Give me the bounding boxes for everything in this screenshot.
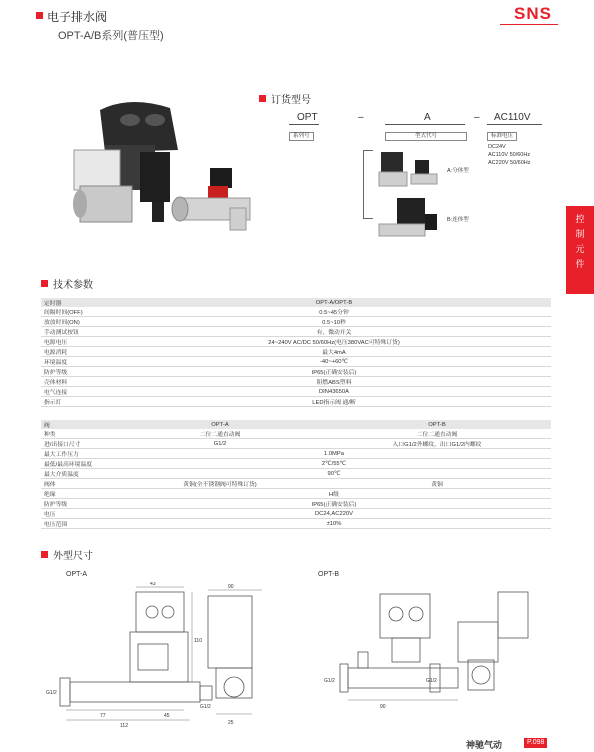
valve-spec-table <box>41 420 551 529</box>
table-cell: 阻燃ABS塑料 <box>117 377 551 387</box>
dim-label: 112 <box>120 723 128 729</box>
footer-brand: 神驰气动 <box>466 740 503 750</box>
table-row <box>41 397 551 407</box>
tech-title: 技术参数 <box>53 280 93 291</box>
table-cell: 种类 <box>41 429 117 439</box>
table-cell: 0.5~45分钟 <box>117 307 551 317</box>
section-marker <box>259 95 266 102</box>
table-cell: 24~240V AC/DC 50/60Hz(电压380VAC可特殊订货) <box>117 337 551 347</box>
series-title: OPT-A/B系列(普压型) <box>58 30 164 42</box>
label-voltage: 标准电压 <box>487 132 517 141</box>
table-row <box>41 377 551 387</box>
table-row <box>41 307 551 317</box>
table-cell: 二位二通直动阀 <box>117 429 323 439</box>
table-cell: 电压范围 <box>41 519 117 529</box>
table-row <box>41 459 551 469</box>
category-title: 电子排水阀 <box>47 10 108 24</box>
bracket-line <box>363 150 373 151</box>
table-cell: IP65(正确安装后) <box>117 367 551 377</box>
section-marker <box>36 12 43 19</box>
dim-label: 90 <box>380 704 386 710</box>
table-cell: -40~+60℃ <box>117 357 551 367</box>
table-cell: 放放时间(ON) <box>41 317 117 327</box>
table-row <box>41 429 551 439</box>
dim-label: G1/2 <box>426 678 437 684</box>
table-header-cell: 阀 <box>41 420 117 429</box>
table-cell: 电气连接 <box>41 387 117 397</box>
dim-label: 77 <box>100 713 106 719</box>
table-row <box>41 499 551 509</box>
table-cell: 电压 <box>41 509 117 519</box>
table-header-cell: OPT-A <box>117 420 323 429</box>
table-cell: 黄铜 <box>323 479 551 489</box>
table-cell: 最大工作压力 <box>41 449 117 459</box>
type-b-label: B:连体型 <box>447 217 469 223</box>
order-line <box>385 124 465 125</box>
page-number: P.098 <box>524 738 547 748</box>
type-a-photo <box>375 146 445 190</box>
table-cell: 防护等级 <box>41 499 117 509</box>
table-row <box>41 469 551 479</box>
table-cell: 入口G1/2外螺纹，出口G1/2内螺纹 <box>323 439 551 449</box>
table-cell: 环境温度 <box>41 357 117 367</box>
side-tab <box>566 206 594 294</box>
order-code-voltage: AC110V <box>494 112 531 123</box>
table-row <box>41 337 551 347</box>
order-dash-2: – <box>474 112 480 123</box>
logo-underline <box>500 24 558 25</box>
table-row <box>41 449 551 459</box>
table-row <box>41 479 551 489</box>
table-cell: 2℃/55℃ <box>117 459 551 469</box>
table-cell: LED指示阀 通/断 <box>117 397 551 407</box>
voltage-option: DC24V <box>488 144 506 150</box>
type-b-photo <box>375 196 445 244</box>
order-line <box>487 124 542 125</box>
product-photo <box>60 90 275 240</box>
dims-title: 外型尺寸 <box>53 551 93 562</box>
table-cell: 间隔时间(OFF) <box>41 307 117 317</box>
table-row <box>41 519 551 529</box>
table-cell: 阀体 <box>41 479 117 489</box>
table-header-cell: OPT-A/OPT-B <box>117 298 551 307</box>
table-row <box>41 489 551 499</box>
table-row <box>41 357 551 367</box>
table-cell: DC24,AC220V <box>117 509 551 519</box>
table-row <box>41 317 551 327</box>
table-cell: 电源电压 <box>41 337 117 347</box>
opt-b-label: OPT-B <box>318 571 340 578</box>
table-cell: 最大4mA <box>117 347 551 357</box>
voltage-option: AC220V 50/60Hz <box>488 160 531 166</box>
table-cell: 黄铜(全不锈钢阀可特殊订货) <box>117 479 323 489</box>
table-cell: 壳体材料 <box>41 377 117 387</box>
dim-label: G1/2 <box>324 678 335 684</box>
table-cell: DIN43650A <box>117 387 551 397</box>
dim-label: G1/2 <box>46 690 57 696</box>
dim-label: 25 <box>228 720 234 726</box>
type-a-label: A:分体型 <box>447 168 469 174</box>
order-code-series: OPT <box>297 112 318 123</box>
table-cell: 二位二通直动阀 <box>323 429 551 439</box>
table-cell: 手动测试按钮 <box>41 327 117 337</box>
order-code-form: A <box>424 112 431 123</box>
dim-label: 110 <box>194 638 202 644</box>
section-marker <box>41 280 48 287</box>
label-form: 型式代号 <box>385 132 467 141</box>
bracket-line <box>363 150 364 218</box>
brand-logo: SNS <box>514 4 552 23</box>
table-cell: H级 <box>117 489 551 499</box>
table-cell: 防护等级 <box>41 367 117 377</box>
table-cell: 0.5~10秒 <box>117 317 551 327</box>
table-cell: 电源消耗 <box>41 347 117 357</box>
opt-b-drawing <box>318 582 558 722</box>
table-cell: 有，微动开关 <box>117 327 551 337</box>
table-header-row <box>41 298 551 307</box>
table-row <box>41 387 551 397</box>
table-cell: 进/出接口尺寸 <box>41 439 117 449</box>
table-cell: 绝缘 <box>41 489 117 499</box>
dim-label: 43 <box>150 582 156 587</box>
order-dash-1: – <box>358 112 364 123</box>
table-row <box>41 327 551 337</box>
table-cell: G1/2 <box>117 439 323 449</box>
timer-spec-table <box>41 298 551 407</box>
opt-a-drawing <box>40 582 315 732</box>
order-line <box>289 124 319 125</box>
table-cell: 最大介质温度 <box>41 469 117 479</box>
table-cell: IP65(正确安装后) <box>117 499 551 509</box>
side-tab-text: 控制元件 <box>575 214 585 269</box>
order-title: 订货型号 <box>271 95 311 106</box>
table-cell: 指示灯 <box>41 397 117 407</box>
dim-label: G1/2 <box>200 704 211 710</box>
table-header-cell: OPT-B <box>323 420 551 429</box>
dim-label: 90 <box>228 584 234 590</box>
dim-label: 45 <box>164 713 170 719</box>
table-cell: 1.0MPa <box>117 449 551 459</box>
table-cell: 90℃ <box>117 469 551 479</box>
table-header-row <box>41 420 551 429</box>
label-series: 系列号 <box>289 132 314 141</box>
table-row <box>41 367 551 377</box>
voltage-option: AC110V 50/60Hz <box>488 152 531 158</box>
table-cell: ±10% <box>117 519 551 529</box>
table-header-cell: 定时器 <box>41 298 117 307</box>
opt-a-label: OPT-A <box>66 571 88 578</box>
table-row <box>41 439 551 449</box>
table-row <box>41 509 551 519</box>
table-row <box>41 347 551 357</box>
bracket-line <box>363 218 373 219</box>
table-cell: 最低/最高环境温度 <box>41 459 117 469</box>
section-marker <box>41 551 48 558</box>
